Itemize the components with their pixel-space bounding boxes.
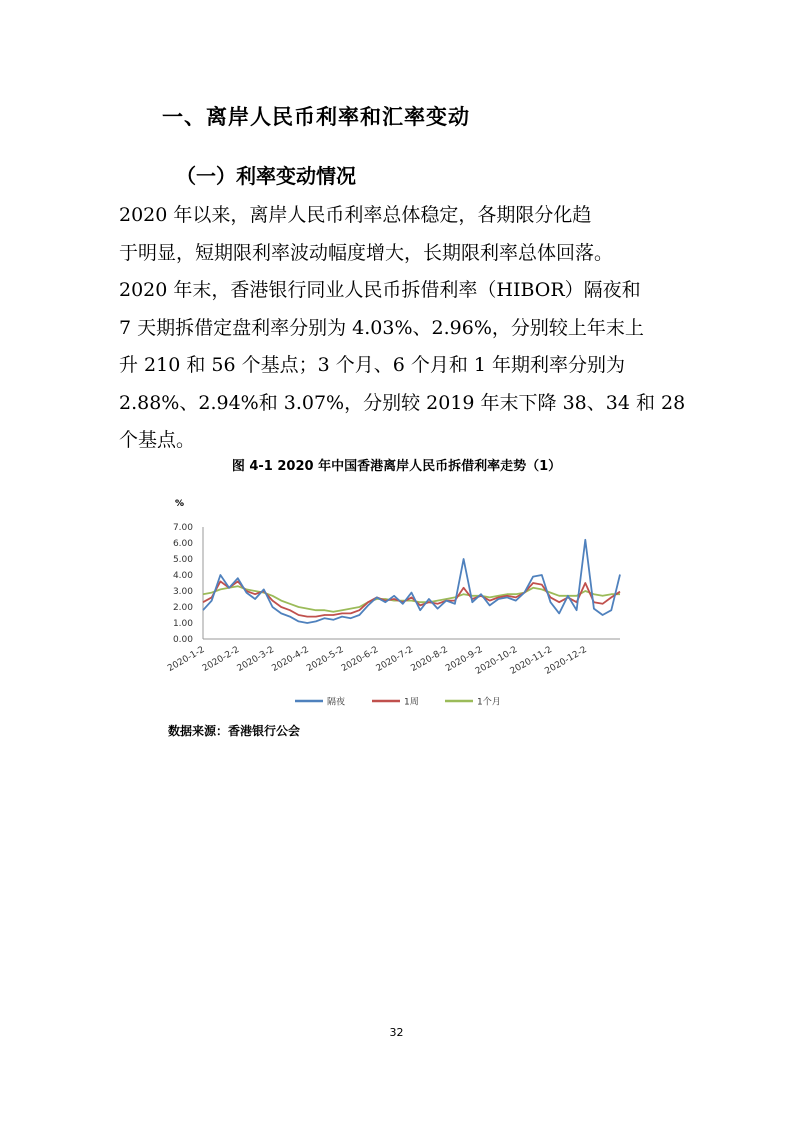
page-number: 32 [389,1026,404,1039]
section-title: 一、离岸人民币利率和汇率变动 [162,105,470,129]
body-paragraph [119,197,686,460]
x-tick-label: 2020-1-2 [166,644,207,675]
paragraph-line: 于明显，短期限利率波动幅度增大，长期限利率总体回落。 [119,241,614,264]
x-tick-label: 2020-3-2 [235,644,276,675]
x-tick-label: 2020-4-2 [270,644,311,675]
paragraph-line: 2020 年以来，离岸人民币利率总体稳定，各期限分化趋 [119,204,592,226]
paragraph-line: 7 天期拆借定盘利率分别为 4.03%、2.96%，分别较上年末上 [119,316,644,339]
x-tick-label: 2020-8-2 [409,644,450,675]
subsection-title: （一）利率变动情况 [176,164,356,188]
rate-line-chart [150,490,640,715]
x-tick-label: 2020-11-2 [508,644,554,677]
paragraph-line: 2020 年末，香港银行同业人民币拆借利率（HIBOR）隔夜和 [119,279,641,301]
y-tick-label: 0.00 [172,635,193,645]
legend-label: 隔夜 [327,697,346,708]
y-tick-label: 3.00 [172,587,193,597]
paragraph-line: 升 210 和 56 个基点；3 个月、6 个月和 1 年期利率分别为 [119,354,626,376]
source-note: 数据来源：香港银行公会 [168,724,301,738]
series-line-1个月 [203,586,620,612]
x-tick-label: 2020-10-2 [473,644,520,677]
y-tick-label: 4.00 [172,571,193,581]
y-tick-label: 5.00 [172,555,193,565]
figure-caption: 图 4-1 2020 年中国香港离岸人民币拆借利率走势（1） [231,459,562,474]
paragraph-line: 个基点。 [119,429,196,451]
legend-label: 1周 [404,697,419,708]
y-tick-label: 2.00 [172,603,193,613]
series-line-隔夜 [203,540,620,623]
y-axis-unit-label: % [175,499,185,509]
y-tick-label: 1.00 [172,619,193,629]
x-tick-label: 2020-9-2 [444,644,485,675]
x-tick-label: 2020-2-2 [200,644,242,675]
x-tick-label: 2020-5-2 [305,644,346,675]
y-tick-label: 6.00 [172,539,193,549]
legend-label: 1个月 [477,697,501,708]
y-tick-label: 7.00 [172,523,193,533]
x-tick-label: 2020-7-2 [374,644,415,675]
x-tick-label: 2020-6-2 [339,644,381,675]
paragraph-line: 2.88%、2.94%和 3.07%，分别较 2019 年末下降 38、34 和 28 [119,391,686,414]
x-tick-label: 2020-12-2 [543,644,589,677]
